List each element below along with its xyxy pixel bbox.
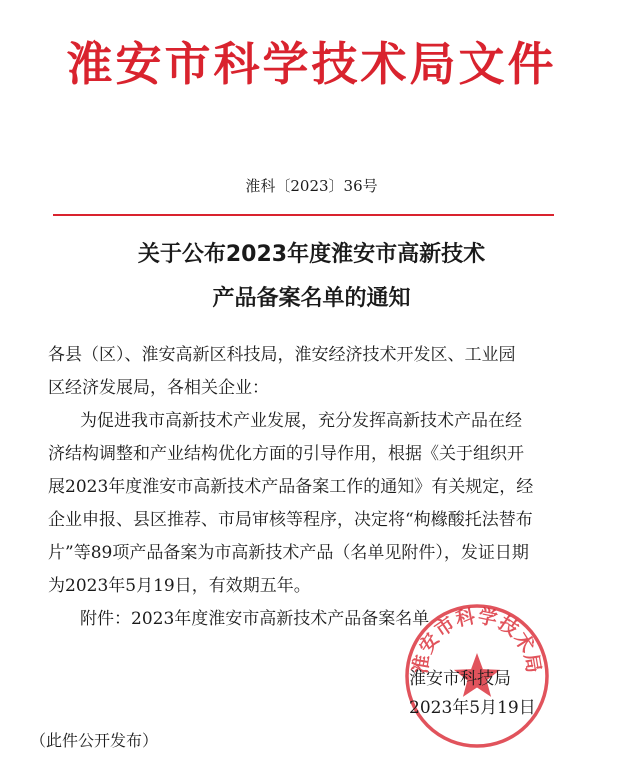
paragraph-line-2: 济结构调整和产业结构优化方面的引导作用，根据《关于组织开 — [48, 444, 524, 464]
seal-text: 淮安市科学技术局 — [409, 605, 545, 676]
paragraph-line-4: 企业申报、县区推荐、市局审核等程序，决定将“枸橼酸托法替布 — [48, 510, 533, 530]
notice-title-line-2: 产品备案名单的通知 — [212, 286, 411, 311]
paragraph-line-5: 片”等89项产品备案为市高新技术产品（名单见附件），发证日期 — [48, 543, 529, 563]
paragraph-line-6: 为2023年5月19日，有效期五年。 — [48, 576, 311, 596]
publication-note: （此件公开发布） — [30, 731, 159, 750]
paragraph-line-3: 展2023年度淮安市高新技术产品备案工作的通知》有关规定，经 — [48, 477, 534, 497]
signature-organization: 淮安市科技局 — [409, 669, 511, 689]
red-divider-line — [53, 214, 554, 216]
paragraph-line-1: 为促进我市高新技术产业发展，充分发挥高新技术产品在经 — [80, 411, 522, 431]
notice-title-line-1: 关于公布2023年度淮安市高新技术 — [137, 242, 486, 267]
document-header-title: 淮安市科学技术局文件 — [66, 37, 557, 91]
addressee-line-2: 区经济发展局，各相关企业： — [48, 378, 269, 398]
signature-date: 2023年5月19日 — [409, 698, 536, 718]
attachment-line: 附件：2023年度淮安市高新技术产品备案名单 — [80, 609, 430, 629]
document-number: 淮科〔2023〕36号 — [245, 177, 378, 195]
addressee-line-1: 各县（区）、淮安高新区科技局，淮安经济技术开发区、工业园 — [48, 345, 516, 365]
